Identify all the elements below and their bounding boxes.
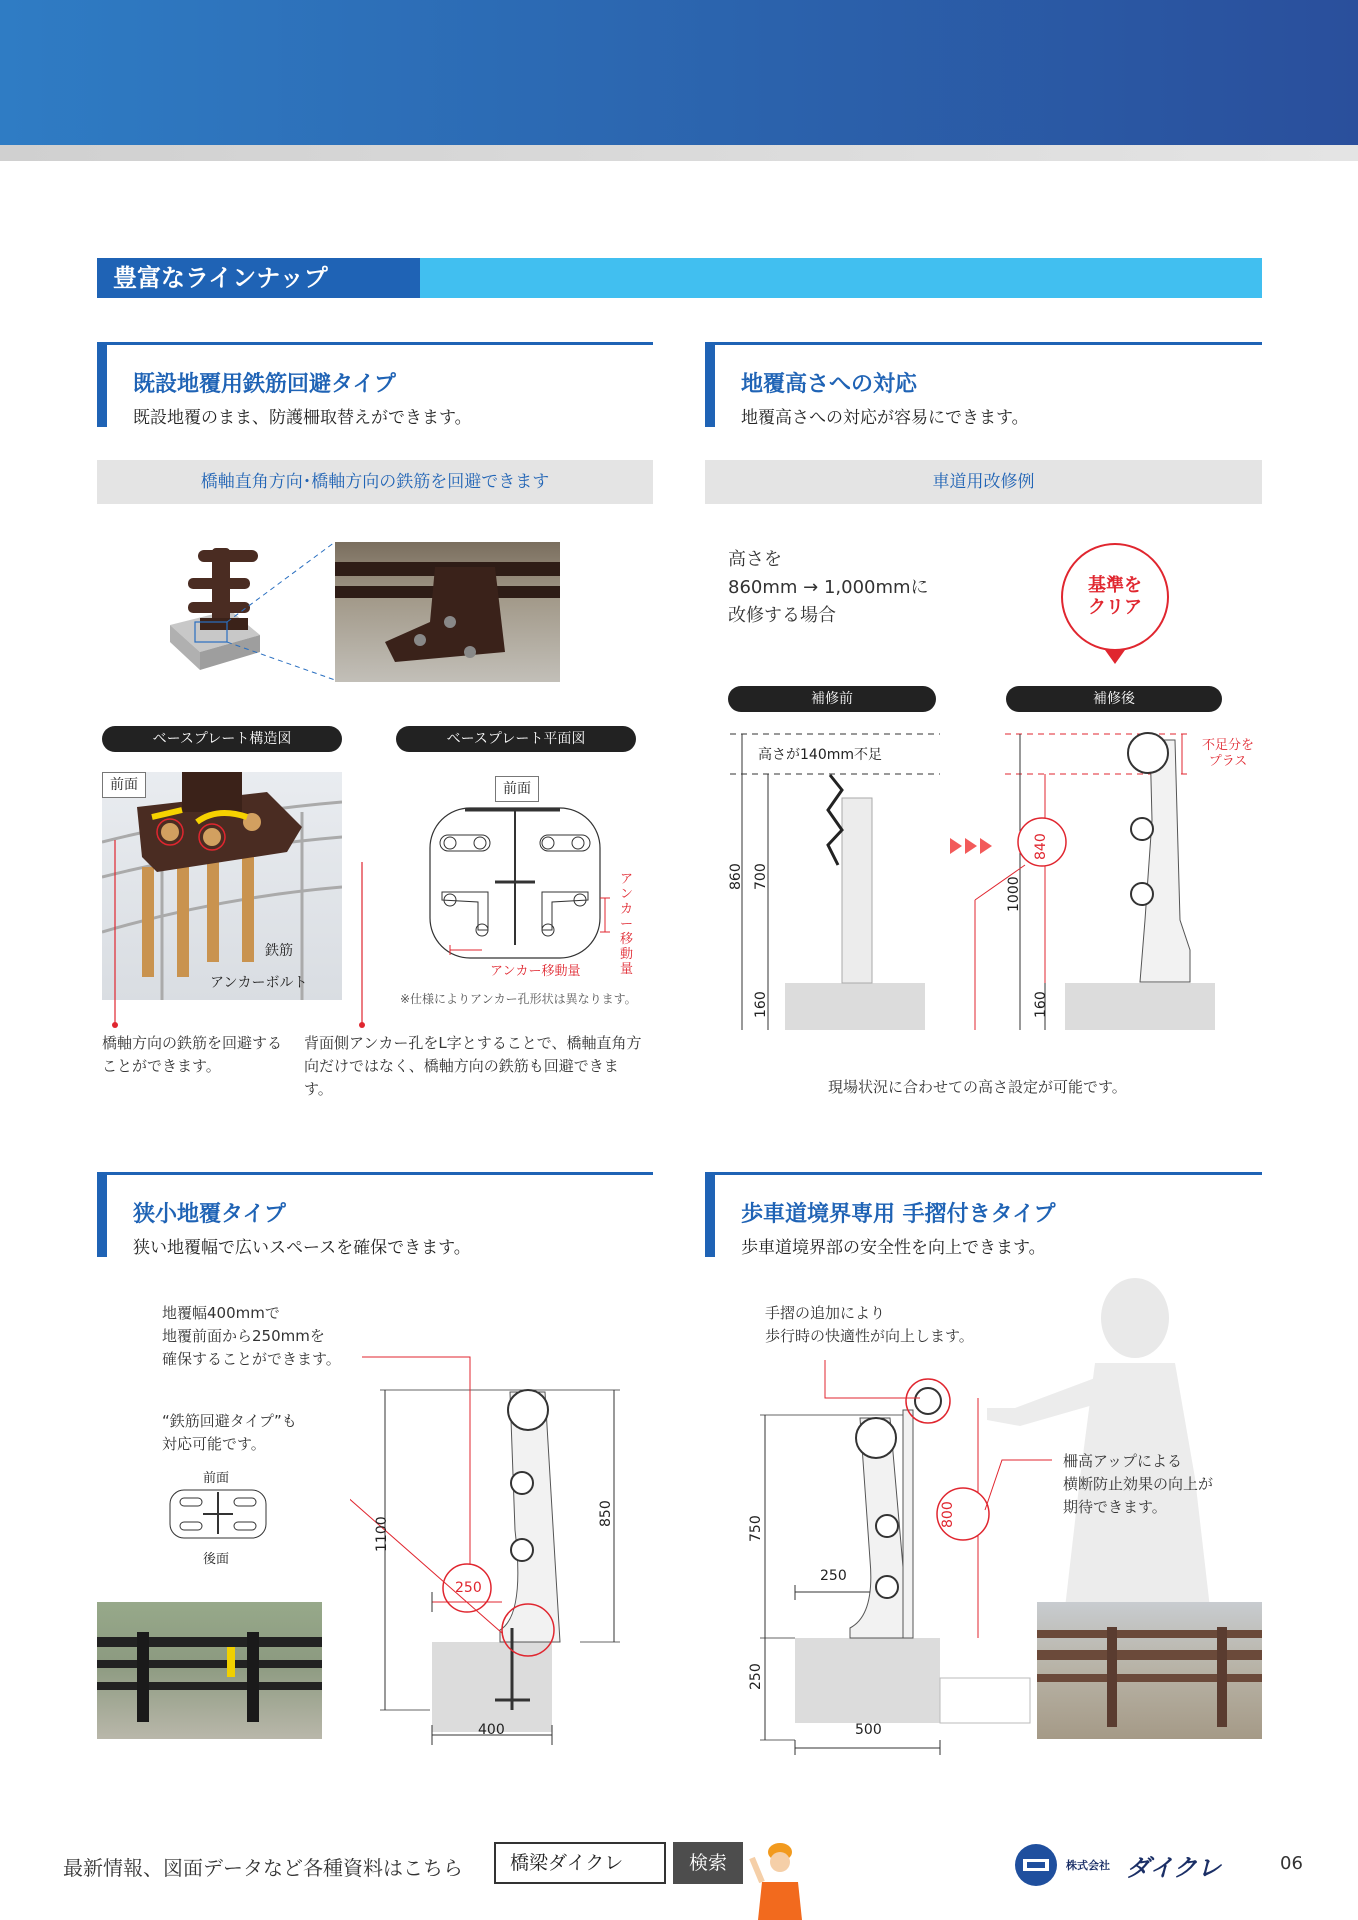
company-logo-icon <box>1013 1842 1059 1888</box>
dim-400: 400 <box>478 1722 505 1738</box>
dim-860: 860 <box>728 863 744 890</box>
plan-front-label: 前面 <box>495 776 539 802</box>
pill-plan-view: ベースプレート平面図 <box>396 726 636 752</box>
pill-structure-diagram: ベースプレート構造図 <box>102 726 342 752</box>
plus-label: 不足分を プラス <box>1202 738 1255 769</box>
narrow-type-diagram <box>350 1330 650 1760</box>
base-plate-photo <box>335 542 560 682</box>
header-band <box>0 0 1358 145</box>
section-handrail-header <box>705 1172 1262 1257</box>
dim-750: 750 <box>748 1515 764 1542</box>
pill-after: 補修後 <box>1006 686 1222 712</box>
feature-bar: 車道用改修例 <box>705 460 1262 504</box>
section-subtitle: 歩車道境界部の安全性を向上できます。 <box>741 1238 1046 1258</box>
dim-250-offset: 250 <box>820 1568 847 1584</box>
page-number: 06 <box>1280 1853 1303 1874</box>
section-narrow-header <box>97 1172 653 1257</box>
front-label: 前面 <box>102 772 146 798</box>
dim-1000: 1000 <box>1006 876 1022 912</box>
worker-mascot-icon <box>748 1838 808 1920</box>
anchor-move-horizontal-label: アンカー移動量 <box>490 964 581 979</box>
section-subtitle: 地覆高さへの対応が容易にできます。 <box>741 408 1029 428</box>
rebar-avoid-desc-left: 橋軸方向の鉄筋を回避することができます。 <box>102 1034 283 1075</box>
header-divider <box>0 145 1358 161</box>
section-subtitle: 狭い地覆幅で広いスペースを確保できます。 <box>133 1238 471 1258</box>
mini-front-label: 前面 <box>203 1471 230 1486</box>
narrow-note2: “鉄筋回避タイプ”も 対応可能です。 <box>162 1412 297 1453</box>
dim-840: 840 <box>1033 833 1049 860</box>
dim-160-after: 160 <box>1033 991 1049 1018</box>
section-height-header <box>705 342 1262 427</box>
search-button[interactable]: 検索 <box>673 1842 743 1884</box>
dim-1100: 1100 <box>374 1516 390 1552</box>
section-subtitle: 既設地覆のまま、防護柵取替えができます。 <box>133 408 472 428</box>
feature-bar: 橋軸直角方向･橋軸方向の鉄筋を回避できます <box>97 460 653 504</box>
company-prefix: 株式会社 <box>1066 1859 1110 1872</box>
mini-back-label: 後面 <box>203 1552 230 1567</box>
dim-850: 850 <box>598 1500 614 1527</box>
handrail-note2: 柵高アップによる 横断防止効果の向上が 期待できます。 <box>1063 1452 1214 1516</box>
badge-text: 基準を クリア <box>1088 575 1142 618</box>
callout-lines <box>100 840 380 1040</box>
dim-160-before: 160 <box>753 991 769 1018</box>
handrail-note1: 手摺の追加により 歩行時の快適性が向上します。 <box>765 1304 974 1345</box>
height-caption: 現場状況に合わせての高さ設定が可能です。 <box>828 1078 1127 1096</box>
section-title: 歩車道境界専用 手摺付きタイプ <box>741 1202 1056 1227</box>
narrow-guardrail-photo <box>97 1602 322 1739</box>
search-input[interactable]: 橋梁ダイクレ <box>494 1842 666 1884</box>
dim-800: 800 <box>940 1501 956 1528</box>
anchor-note: ※仕様によりアンカー孔形状は異なります。 <box>400 992 637 1006</box>
lineup-title: 豊富なラインナップ <box>97 258 420 298</box>
dim-250-base: 250 <box>748 1663 764 1690</box>
height-comparison-diagram <box>720 720 1265 1030</box>
footer-text: 最新情報、図面データなど各種資料はこちら <box>63 1856 463 1880</box>
section-title: 狭小地覆タイプ <box>133 1202 286 1227</box>
pill-before: 補修前 <box>728 686 936 712</box>
anchor-move-vertical-label: アンカー移動量 <box>620 872 634 977</box>
dim-250: 250 <box>455 1580 482 1596</box>
company-name: ダイクレ <box>1126 1854 1222 1882</box>
dim-700: 700 <box>753 863 769 890</box>
mini-plan-diagram <box>168 1488 268 1540</box>
handrail-type-diagram <box>740 1360 1070 1760</box>
section-title: 既設地覆用鉄筋回避タイプ <box>133 372 396 397</box>
dim-500: 500 <box>855 1722 882 1738</box>
section-rebar-avoid-header <box>97 342 653 427</box>
narrow-note1: 地覆幅400mmで 地覆前面から250mmを 確保することができます。 <box>162 1304 341 1368</box>
handrail-guardrail-photo <box>1037 1602 1262 1739</box>
anchor-bolt-label: アンカーボルト <box>210 975 308 991</box>
rebar-avoid-desc-right: 背面側アンカー孔をL字とすることで、橋軸直角方向だけではなく、橋軸方向の鉄筋も回避できます。 <box>304 1034 642 1098</box>
shortfall-label: 高さが140mm不足 <box>758 747 882 763</box>
rebar-label: 鉄筋 <box>265 943 293 959</box>
height-change-desc: 高さを 860mm → 1,000mmに 改修する場合 <box>728 549 929 626</box>
section-title: 地覆高さへの対応 <box>741 372 918 397</box>
